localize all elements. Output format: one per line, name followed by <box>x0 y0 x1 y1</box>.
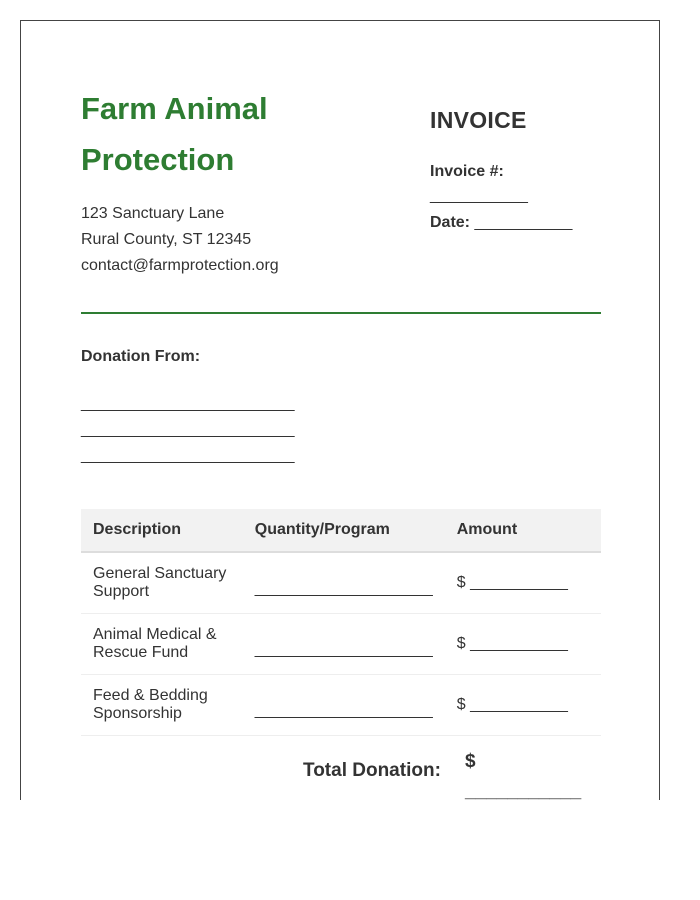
amount-blank: $ ___________ <box>456 696 568 713</box>
description-line: General Sanctuary <box>93 565 227 582</box>
amount-blank: $ ___________ <box>456 635 568 652</box>
row-description <box>81 614 243 675</box>
total-donation-amount <box>465 747 581 807</box>
donor-lines <box>81 391 295 469</box>
invoice-date-label: Date: <box>430 214 471 231</box>
description-line: Sponsorship <box>93 705 182 722</box>
donor-line: ________________________ <box>81 447 295 464</box>
header-amount: Amount <box>445 509 601 552</box>
row-amount <box>445 675 601 736</box>
address-line-2: Rural County, ST 12345 <box>81 231 252 248</box>
contact-email: contact@farmprotection.org <box>81 257 279 274</box>
description-line: Feed & Bedding <box>93 687 208 704</box>
amount-blank: $ ___________ <box>456 574 568 591</box>
row-amount <box>445 614 601 675</box>
organization-name: Farm Animal Protection <box>81 91 268 177</box>
total-donation-label: Total Donation: <box>303 760 441 781</box>
table-row <box>81 675 601 736</box>
row-quantity <box>243 552 445 614</box>
header-quantity-program: Quantity/Program <box>243 509 445 552</box>
quantity-blank: ____________________ <box>254 641 433 658</box>
total-amount-blank: ___________ <box>465 781 582 802</box>
donor-line: ________________________ <box>81 395 295 412</box>
invoice-number-label: Invoice #: <box>430 163 504 180</box>
header-divider <box>81 312 601 314</box>
quantity-blank: ____________________ <box>254 702 433 719</box>
invoice-number-blank: ___________ <box>430 187 528 204</box>
invoice-date-blank: ___________ <box>474 214 573 231</box>
row-amount <box>445 552 601 614</box>
row-description <box>81 675 243 736</box>
table-row <box>81 614 601 675</box>
header-description: Description <box>81 509 243 552</box>
row-quantity <box>243 614 445 675</box>
donation-table <box>81 509 601 736</box>
description-line: Rescue Fund <box>93 644 189 661</box>
quantity-blank: ____________________ <box>254 580 433 597</box>
invoice-page <box>20 20 660 800</box>
organization-address <box>81 201 279 279</box>
invoice-title: INVOICE <box>430 107 527 133</box>
total-currency-symbol: $ <box>465 751 476 772</box>
invoice-date <box>430 214 572 232</box>
table-header-row <box>81 509 601 552</box>
row-description <box>81 552 243 614</box>
address-line-1: 123 Sanctuary Lane <box>81 205 225 222</box>
row-quantity <box>243 675 445 736</box>
table-row <box>81 552 601 614</box>
description-line: Animal Medical & <box>93 626 217 643</box>
description-line: Support <box>93 583 150 600</box>
donor-line: ________________________ <box>81 421 295 438</box>
donation-from-label: Donation From: <box>81 348 201 365</box>
